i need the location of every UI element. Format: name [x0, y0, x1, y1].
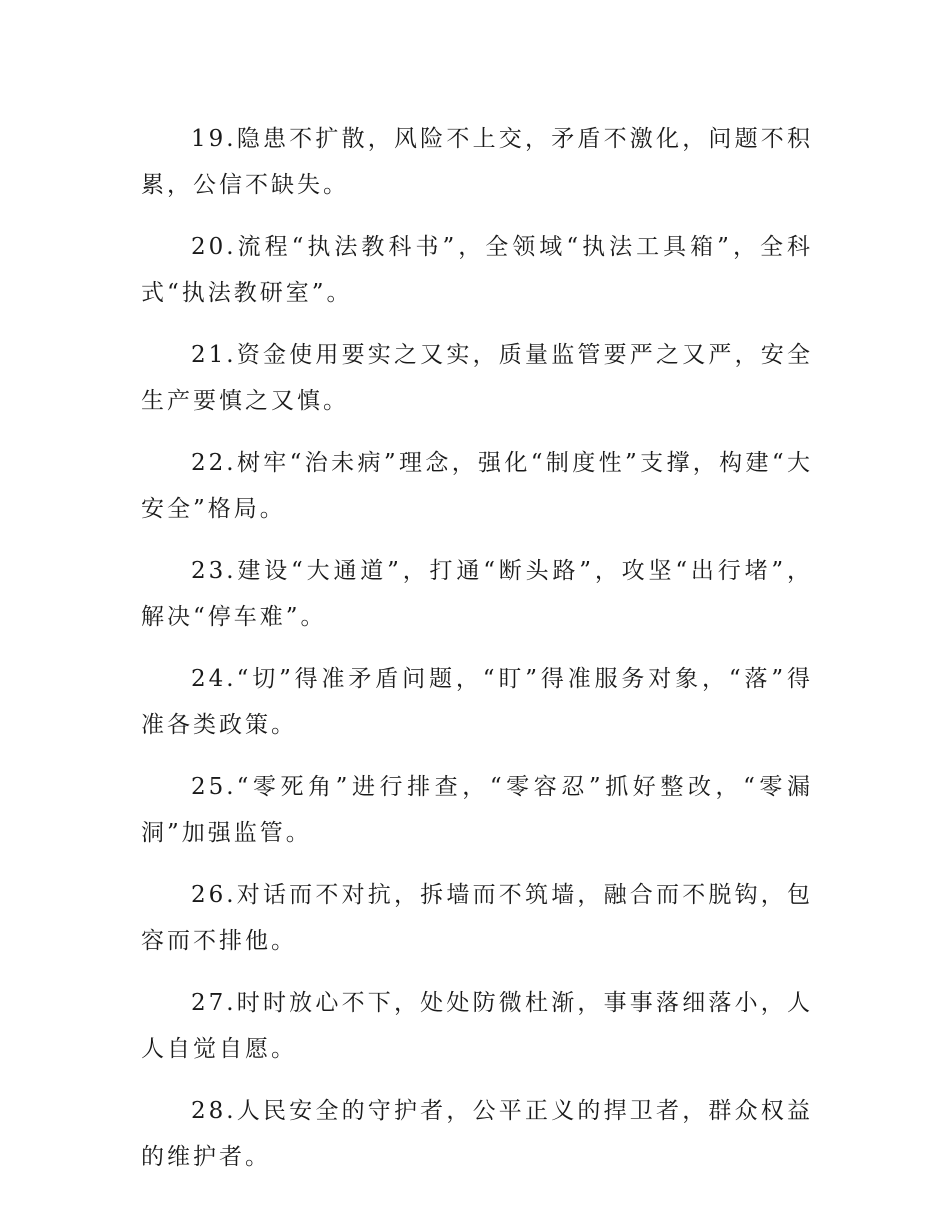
list-item-19: [141, 116, 813, 208]
list-item-28: [141, 1088, 813, 1180]
item-number: 28.: [191, 1098, 237, 1124]
numbered-list: [141, 116, 813, 1196]
item-number: 21.: [191, 342, 237, 368]
item-number: 22.: [191, 450, 237, 476]
item-number: 20.: [191, 234, 237, 260]
item-text: 建设“大通道”，打通“断头路”，攻坚“出行堵”，解决“停车难”。: [141, 558, 813, 630]
list-item-23: [141, 548, 813, 640]
item-number: 24.: [191, 666, 237, 692]
item-text: “切”得准矛盾问题，“盯”得准服务对象，“落”得准各类政策。: [141, 666, 813, 738]
item-text: 流程“执法教科书”，全领域“执法工具箱”，全科式“执法教研室”。: [141, 234, 813, 306]
item-number: 25.: [191, 774, 237, 800]
item-number: 19.: [191, 126, 237, 152]
item-text: 资金使用要实之又实，质量监管要严之又严，安全生产要慎之又慎。: [141, 342, 813, 414]
list-item-26: [141, 872, 813, 964]
list-item-27: [141, 980, 813, 1072]
item-number: 23.: [191, 558, 237, 584]
item-text: 树牢“治未病”理念，强化“制度性”支撑，构建“大安全”格局。: [141, 450, 813, 522]
list-item-20: [141, 224, 813, 316]
item-text: 隐患不扩散，风险不上交，矛盾不激化，问题不积累，公信不缺失。: [141, 126, 813, 198]
list-item-24: [141, 656, 813, 748]
item-text: “零死角”进行排查，“零容忍”抓好整改，“零漏洞”加强监管。: [141, 774, 813, 846]
item-text: 时时放心不下，处处防微杜渐，事事落细落小，人人自觉自愿。: [141, 990, 813, 1062]
item-text: 人民安全的守护者，公平正义的捍卫者，群众权益的维护者。: [141, 1098, 813, 1170]
list-item-21: [141, 332, 813, 424]
item-text: 对话而不对抗，拆墙而不筑墙，融合而不脱钩，包容而不排他。: [141, 882, 813, 954]
list-item-22: [141, 440, 813, 532]
item-number: 27.: [191, 990, 237, 1016]
item-number: 26.: [191, 882, 237, 908]
list-item-25: [141, 764, 813, 856]
